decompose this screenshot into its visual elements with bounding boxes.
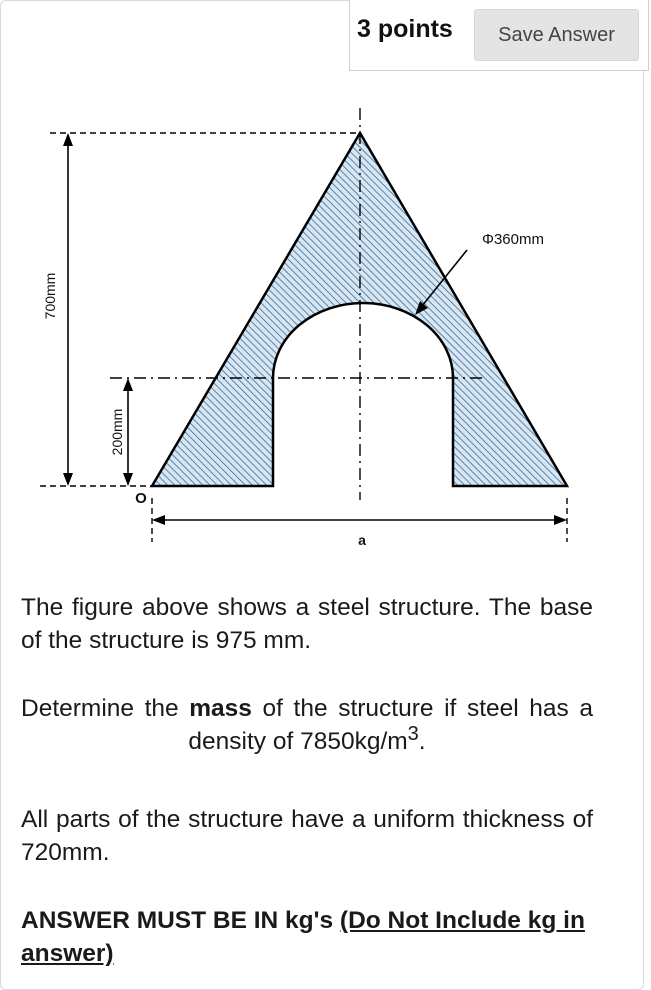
- height-dimension-label: 700mm: [42, 272, 58, 320]
- diameter-label: Φ360mm: [482, 231, 544, 248]
- answer-instruction-note: (Do Not Include kg in answer): [21, 907, 585, 967]
- mass-emphasis: mass: [189, 695, 252, 722]
- save-answer-button[interactable]: Save Answer: [474, 9, 639, 61]
- question-paragraph-2: Determine the mass of the structure if steel has a density of $7850kg/m^3$.: [21, 695, 594, 755]
- base-dimension-label: a: [358, 532, 366, 548]
- question-paragraph-1: The figure above shows a steel structure. The base of the structure is 975 mm.: [21, 594, 593, 654]
- points-label: 3 points: [357, 15, 453, 43]
- origin-label: O: [135, 490, 147, 507]
- structure-figure: [30, 100, 590, 560]
- answer-instruction: ANSWER MUST BE IN kg's (Do Not Include kg in answer): [21, 907, 585, 967]
- question-paragraph-3: All parts of the structure have a uniform thickness of 720mm.: [21, 806, 593, 866]
- arch-dimension-label: 200mm: [109, 408, 125, 456]
